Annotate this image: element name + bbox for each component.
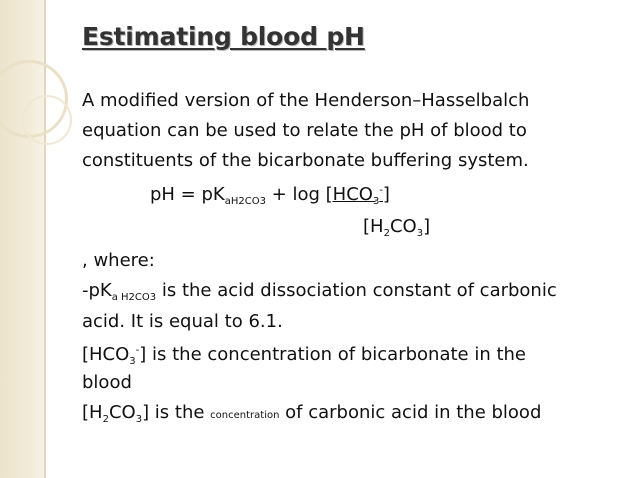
intro-line-3: constituents of the bicarbonate buffering system. <box>82 150 529 171</box>
hco3-superscript: - <box>135 345 140 356</box>
pka-definition-line <box>82 280 557 309</box>
pka-definition-line-2: acid. It is equal to 6.1. <box>82 311 283 332</box>
slide-title: Estimating blood pH <box>82 22 365 51</box>
hco3-open: [HCO <box>82 344 130 365</box>
numerator-superscript: - <box>379 185 383 196</box>
intro-line-1: A modified version of the Henderson–Hasselbalch <box>82 90 530 111</box>
intro-line-2: equation can be used to relate the pH of blood to <box>82 120 527 141</box>
equation-line <box>150 180 390 213</box>
numerator-open: [HCO <box>325 184 373 205</box>
hco3-definition-line-2: blood <box>82 372 132 393</box>
h2co3-open: [H <box>82 402 103 423</box>
equation-numerator <box>326 184 390 205</box>
pka-rest: is the acid dissociation constant of carbonic <box>156 280 557 301</box>
equation-log: + log <box>265 184 326 205</box>
decorative-circle-small <box>22 95 72 145</box>
h2co3-rest-2: of carbonic acid in the blood <box>279 402 542 423</box>
denominator-subscript-2: 3 <box>416 228 424 239</box>
h2co3-mid: CO <box>108 402 136 423</box>
hco3-subscript: 3 <box>129 356 136 367</box>
h2co3-subscript-2: 3 <box>135 414 143 425</box>
denominator-subscript: 2 <box>383 228 390 239</box>
denominator-close: ] <box>423 216 431 237</box>
h2co3-small-word: concentration <box>210 410 280 421</box>
h2co3-definition-line <box>82 402 541 431</box>
denominator-mid: CO <box>389 216 417 237</box>
h2co3-subscript: 2 <box>102 414 109 425</box>
numerator-close: ] <box>382 184 390 205</box>
pka-prefix: -pK <box>82 280 112 301</box>
hco3-definition-line <box>82 340 526 373</box>
denominator-open: [H <box>363 216 384 237</box>
pka-subscript: a H2CO3 <box>111 292 157 303</box>
where-line: , where: <box>82 250 155 271</box>
equation-lhs-subscript: aH2CO3 <box>224 196 266 207</box>
equation-denominator <box>363 216 430 245</box>
numerator-subscript: 3 <box>372 196 380 207</box>
equation-lhs: pH = pK <box>150 184 225 205</box>
h2co3-rest-1: ] is the <box>142 402 211 423</box>
hco3-rest: ] is the concentration of bicarbonate in the <box>139 344 526 365</box>
